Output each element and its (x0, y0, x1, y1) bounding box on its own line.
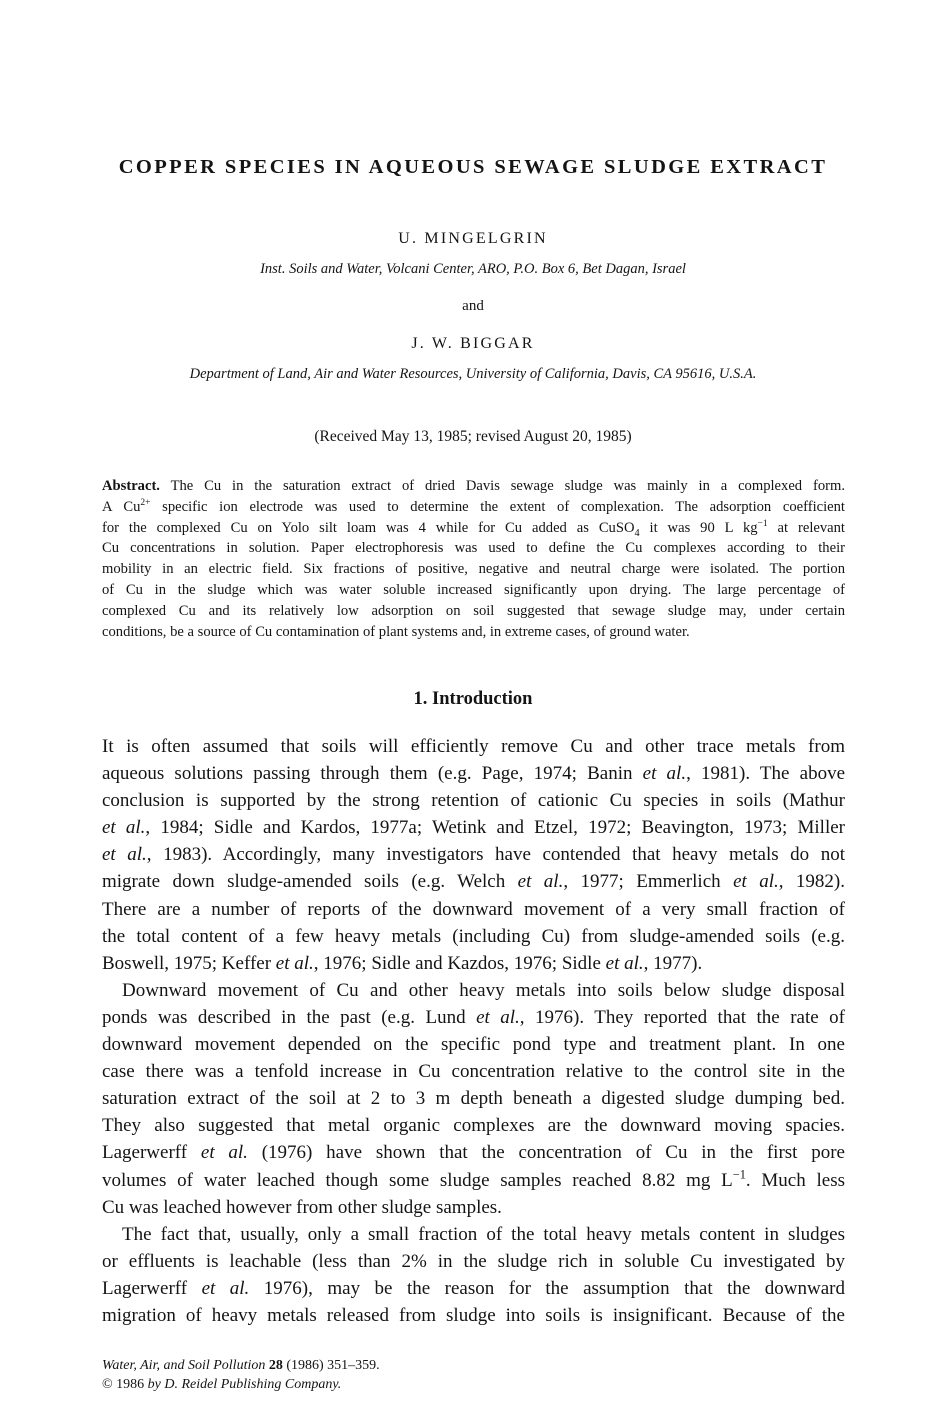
text: , 1983). Accordingly, many investigators have contended that heavy metals do not (146, 844, 845, 866)
copyright (102, 1375, 380, 1394)
section-heading: 1. Introduction (413, 689, 533, 709)
author-conjunction: and (462, 298, 484, 314)
text: Lagerwerff (102, 1142, 201, 1164)
body-line (102, 868, 845, 895)
body-line: Cu was leached however from other sludge samples. (102, 1196, 502, 1218)
body-line (102, 760, 845, 787)
body-line: saturation extract of the soil at 2 to 3 m depth beneath a digested sludge dumping bed. (102, 1088, 845, 1110)
citation-etal: et al. (201, 1277, 250, 1299)
body-line: They also suggested that metal organic complexes are the downward moving spacies. (102, 1115, 845, 1137)
abstract-line: conditions, be a source of Cu contamination of plant systems and, in extreme cases, of ground water. (102, 623, 690, 640)
abstract-line (102, 518, 845, 539)
text: ponds was described in the past (e.g. Lund (102, 1006, 477, 1028)
abstract-line: mobility in an electric field. Six fractions of positive, negative and neutral charge were isolated. The portion (102, 561, 845, 578)
abstract (102, 476, 845, 642)
text: Boswell, 1975; Keffer (102, 952, 276, 974)
superscript: 2+ (140, 497, 151, 508)
body-text (102, 733, 845, 1329)
citation-etal: et al. (517, 871, 564, 893)
abstract-text: it was 90 L kg (639, 519, 758, 536)
body-line (102, 841, 845, 868)
abstract-text: specific ion electrode was used to determine the extent of complexation. The adsorption coefficient (150, 498, 845, 515)
abstract-text: The Cu in the saturation extract of dried Davis sewage sludge was mainly in a complexed form. (170, 478, 845, 494)
body-line (102, 1139, 845, 1166)
abstract-line: complexed Cu and its relatively low adsorption on soil suggested that sewage sludge may, under certain (102, 602, 845, 619)
journal-pages: (1986) 351–359. (282, 1358, 380, 1373)
subscript: 4 (634, 527, 640, 539)
text: volumes of water leached though some sludge samples reached 8.82 mg L (102, 1169, 733, 1191)
journal-name: Water, Air, and Soil Pollution (102, 1358, 266, 1373)
abstract-text: for the complexed Cu on Yolo silt loam was 4 while for Cu added as CuSO (102, 519, 635, 536)
citation-etal: et al. (642, 763, 687, 785)
body-line: migration of heavy metals released from sludge into soils is insignificant. Because of the (102, 1304, 845, 1326)
citation-etal: et al. (102, 817, 146, 839)
abstract-text: at relevant (767, 519, 845, 536)
text: , 1977; Emmerlich (563, 871, 734, 893)
paper-title: COPPER SPECIES IN AQUEOUS SEWAGE SLUDGE EXTRACT (118, 156, 828, 178)
text: , 1977). (643, 952, 703, 974)
journal-volume: 28 (268, 1358, 283, 1373)
abstract-line: of Cu in the sludge which was water soluble increased significantly upon drying. The large percentage of (102, 581, 845, 598)
body-line (102, 1275, 845, 1302)
text: migrate down sludge-amended soils (e.g. Welch (102, 871, 518, 893)
citation-etal: et al. (476, 1006, 520, 1028)
journal-citation (102, 1356, 380, 1375)
body-line (102, 950, 845, 977)
superscript: −1 (732, 1167, 746, 1182)
affiliation-2: Department of Land, Air and Water Resources, University of California, Davis, CA 95616, U.S.A. (189, 366, 757, 382)
abstract-heading: Abstract. (102, 478, 160, 494)
abstract-line: Cu concentrations in solution. Paper electrophoresis was used to define the Cu complexes according to their (102, 540, 845, 557)
author-2: J. W. BIGGAR (411, 335, 535, 352)
body-line: downward movement depended on the specific pond type and treatment plant. In one (102, 1034, 845, 1056)
affiliation-1: Inst. Soils and Water, Volcani Center, ARO, P.O. Box 6, Bet Dagan, Israel (260, 261, 686, 277)
received-dates: (Received May 13, 1985; revised August 20, 1985) (314, 428, 632, 445)
body-line: case there was a tenfold increase in Cu concentration relative to the control site in the (102, 1061, 845, 1083)
abstract-line (102, 476, 845, 497)
text: , 1984; Sidle and Kardos, 1977a; Wetink and Etzel, 1972; Beavington, 1973; Miller (145, 817, 845, 839)
citation-etal: et al. (275, 952, 314, 974)
text: , 1982). (778, 871, 845, 893)
abstract-text: A Cu (102, 498, 141, 515)
body-line: the total content of a few heavy metals (including Cu) from sludge-amended soils (e.g. (102, 925, 845, 947)
body-line: The fact that, usually, only a small fraction of the total heavy metals content in sludges (122, 1223, 845, 1245)
body-line: conclusion is supported by the strong retention of cationic Cu species in soils (Mathur (102, 790, 845, 812)
body-line: It is often assumed that soils will efficiently remove Cu and other trace metals from (102, 736, 845, 757)
text: , 1976; Sidle and Kazdos, 1976; Sidle (313, 952, 606, 974)
abstract-line (102, 497, 845, 518)
citation-etal: et al. (102, 844, 147, 866)
text: aqueous solutions passing through them (e.g. Page, 1974; Banin (102, 763, 643, 785)
text: (1976) have shown that the concentration of Cu in the first pore (247, 1142, 845, 1164)
citation-etal: et al. (605, 952, 644, 974)
text: 1976), may be the reason for the assumption that the downward (249, 1277, 845, 1299)
text: . Much less (745, 1169, 845, 1191)
citation-etal: et al. (733, 871, 779, 893)
text: , 1976). They reported that the rate of (519, 1006, 845, 1028)
superscript: −1 (757, 518, 768, 529)
author-1: U. MINGELGRIN (398, 230, 548, 247)
body-line (102, 1167, 845, 1194)
body-line (102, 814, 845, 841)
body-line (102, 1004, 845, 1031)
text: , 1981). The above (686, 763, 846, 785)
text: Lagerwerff (102, 1277, 202, 1299)
publisher: by D. Reidel Publishing Company. (147, 1377, 342, 1392)
body-line: Downward movement of Cu and other heavy metals into soils below sludge disposal (122, 979, 845, 1001)
body-line: or effluents is leachable (less than 2% in the sludge rich in soluble Cu investigated by (102, 1250, 845, 1272)
citation-etal: et al. (200, 1142, 248, 1164)
copyright-year: © 1986 (102, 1377, 148, 1392)
body-line: There are a number of reports of the downward movement of a very small fraction of (102, 898, 845, 920)
footer (102, 1356, 380, 1394)
